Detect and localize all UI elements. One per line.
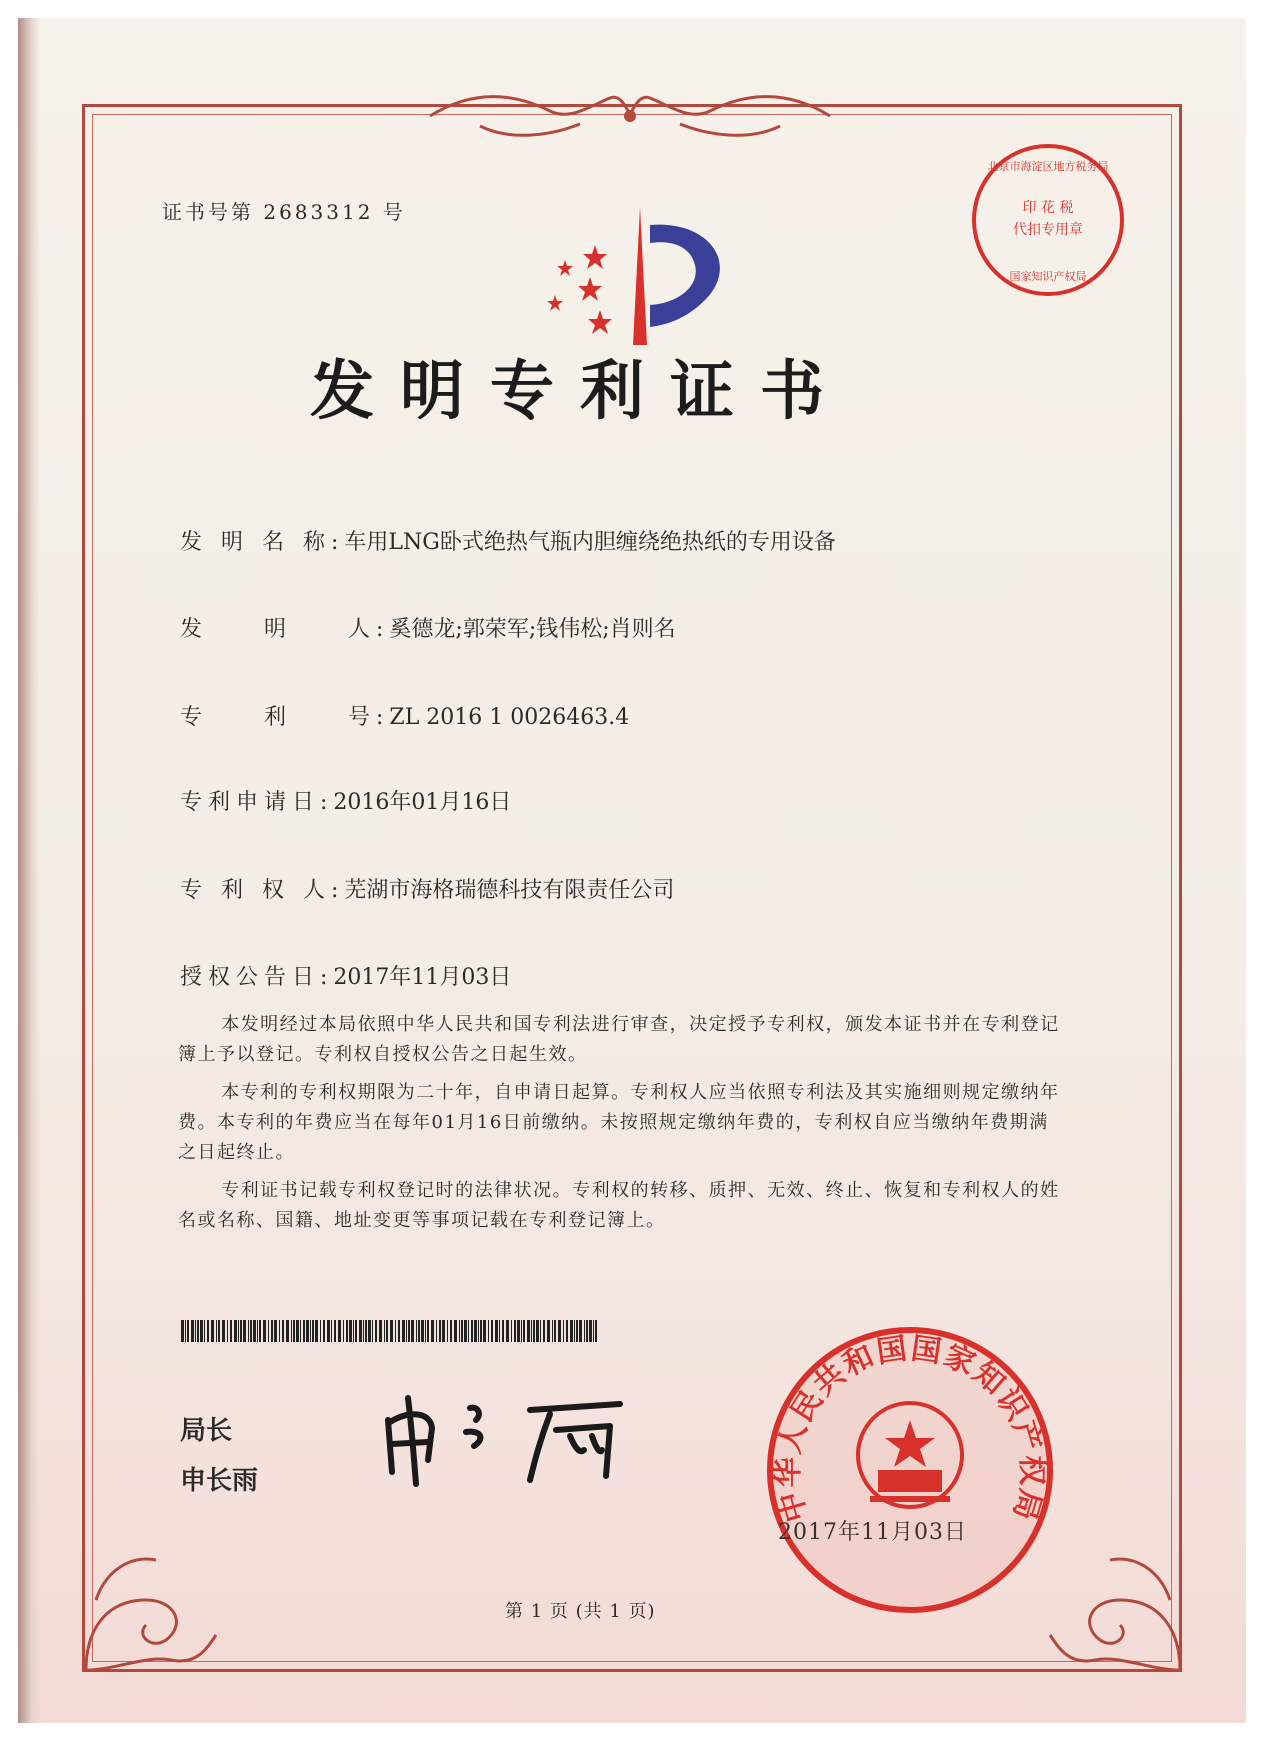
barcode-bar bbox=[554, 1320, 556, 1342]
barcode-bar bbox=[240, 1320, 242, 1342]
barcode-bar bbox=[431, 1320, 434, 1342]
svg-text:国家知识产权局: 国家知识产权局 bbox=[1009, 270, 1087, 283]
field-label: 发 明 名 称: bbox=[180, 530, 345, 555]
certificate-number bbox=[162, 196, 406, 225]
barcode-bar bbox=[540, 1320, 541, 1342]
barcode-bar bbox=[243, 1320, 246, 1342]
barcode-bar bbox=[418, 1320, 420, 1342]
barcode-bar bbox=[563, 1320, 564, 1342]
field-grant-date bbox=[180, 960, 511, 991]
barcode-bar bbox=[310, 1320, 311, 1342]
barcode-bar bbox=[286, 1320, 289, 1342]
barcode-bar bbox=[506, 1320, 509, 1342]
barcode-bar bbox=[375, 1320, 377, 1342]
barcode-bar bbox=[478, 1320, 479, 1342]
barcode-bar bbox=[368, 1320, 371, 1342]
barcode-bar bbox=[425, 1320, 426, 1342]
barcode-bar bbox=[222, 1320, 225, 1342]
barcode-bar bbox=[514, 1320, 516, 1342]
barcode-bar bbox=[547, 1320, 550, 1342]
bottom-right-ornament bbox=[1040, 1540, 1190, 1680]
barcode-bar bbox=[338, 1320, 341, 1342]
barcode-bar bbox=[416, 1320, 417, 1342]
barcode-bar bbox=[187, 1320, 189, 1342]
barcode-bar bbox=[474, 1320, 477, 1342]
barcode-bar bbox=[421, 1320, 424, 1342]
certificate-title: 发明专利证书 bbox=[310, 355, 850, 429]
barcode-bar bbox=[363, 1320, 364, 1342]
barcode-bar bbox=[282, 1320, 284, 1342]
barcode-bar bbox=[523, 1320, 525, 1342]
barcode bbox=[181, 1320, 601, 1342]
barcode-bar bbox=[406, 1320, 407, 1342]
barcode-bar bbox=[464, 1320, 467, 1342]
barcode-bar bbox=[296, 1320, 299, 1342]
certificate-number-label: 证书号第 bbox=[162, 200, 254, 224]
tax-stamp-seal bbox=[968, 140, 1128, 300]
barcode-bar bbox=[488, 1320, 489, 1342]
barcode-bar bbox=[570, 1320, 573, 1342]
barcode-bar bbox=[566, 1320, 568, 1342]
barcode-bar bbox=[411, 1320, 414, 1342]
barcode-bar bbox=[480, 1320, 482, 1342]
barcode-bar bbox=[303, 1320, 305, 1342]
barcode-bar bbox=[527, 1320, 530, 1342]
barcode-bar bbox=[343, 1320, 344, 1342]
barcode-bar bbox=[533, 1320, 535, 1342]
barcode-bar bbox=[461, 1320, 463, 1342]
barcode-bar bbox=[346, 1320, 348, 1342]
barcode-bar bbox=[395, 1320, 396, 1342]
barcode-bar bbox=[589, 1320, 592, 1342]
barcode-bar bbox=[253, 1320, 256, 1342]
barcode-bar bbox=[250, 1320, 252, 1342]
bottom-left-ornament bbox=[76, 1540, 226, 1680]
barcode-bar bbox=[593, 1320, 594, 1342]
certificate-number-suffix: 号 bbox=[382, 200, 406, 224]
field-value: 芜湖市海格瑞德科技有限责任公司 bbox=[344, 878, 675, 903]
barcode-bar bbox=[386, 1320, 388, 1342]
director-name: 申长雨 bbox=[180, 1466, 259, 1496]
barcode-bar bbox=[204, 1320, 205, 1342]
body-paragraph: 本专利的专利权期限为二十年，自申请日起算。专利权人应当依照专利法及其实施细则规定缴纳年费。本专利的年费应当在每年01月16日前缴纳。未按照规定缴纳年费的，专利权自应当缴纳年费期满之日起终止。 bbox=[178, 1082, 1060, 1163]
svg-text:北京市海淀区地方税务局: 北京市海淀区地方税务局 bbox=[987, 160, 1109, 173]
barcode-bar bbox=[439, 1320, 441, 1342]
barcode-bar bbox=[320, 1320, 321, 1342]
certificate-number-value: 2683312 bbox=[263, 200, 374, 224]
barcode-bar bbox=[558, 1320, 561, 1342]
barcode-bar bbox=[517, 1320, 520, 1342]
barcode-bar bbox=[353, 1320, 354, 1342]
barcode-bar bbox=[491, 1320, 493, 1342]
barcode-bar bbox=[511, 1320, 512, 1342]
barcode-bar bbox=[454, 1320, 457, 1342]
field-value: 2017年11月03日 bbox=[333, 965, 512, 990]
barcode-bar bbox=[468, 1320, 469, 1342]
barcode-bar bbox=[502, 1320, 504, 1342]
barcode-bar bbox=[334, 1320, 336, 1342]
field-patentee bbox=[180, 873, 674, 904]
barcode-bar bbox=[248, 1320, 249, 1342]
barcode-bar bbox=[230, 1320, 232, 1342]
field-label: 专利申请日: bbox=[180, 790, 334, 815]
barcode-bar bbox=[359, 1320, 362, 1342]
body-paragraph: 专利证书记载专利权登记时的法律状况。专利权的转移、质押、无效、终止、恢复和专利权人的姓名或名称、国籍、地址变更等事项记载在专利登记簿上。 bbox=[178, 1180, 1060, 1231]
barcode-bar bbox=[279, 1320, 280, 1342]
barcode-bar bbox=[181, 1320, 184, 1342]
barcode-bar bbox=[536, 1320, 539, 1342]
barcode-bar bbox=[257, 1320, 258, 1342]
field-invention-name bbox=[180, 525, 836, 556]
barcode-bar bbox=[584, 1320, 585, 1342]
page-binding-shadow bbox=[18, 18, 40, 1723]
barcode-bar bbox=[459, 1320, 460, 1342]
field-value: 2016年01月16日 bbox=[333, 790, 512, 815]
barcode-bar bbox=[595, 1320, 597, 1342]
barcode-bar bbox=[238, 1320, 239, 1342]
director-title: 局长 bbox=[180, 1416, 233, 1446]
barcode-bar bbox=[195, 1320, 196, 1342]
barcode-bar bbox=[211, 1320, 214, 1342]
barcode-bar bbox=[483, 1320, 486, 1342]
field-patent-number bbox=[180, 700, 629, 731]
barcode-bar bbox=[586, 1320, 588, 1342]
barcode-bar bbox=[521, 1320, 522, 1342]
barcode-bar bbox=[218, 1320, 220, 1342]
barcode-bar bbox=[259, 1320, 261, 1342]
seal-date: 2017年11月03日 bbox=[778, 1520, 967, 1545]
barcode-bar bbox=[427, 1320, 429, 1342]
barcode-bar bbox=[349, 1320, 352, 1342]
field-label: 发 明 人: bbox=[180, 617, 390, 642]
barcode-bar bbox=[216, 1320, 217, 1342]
barcode-bar bbox=[291, 1320, 292, 1342]
barcode-bar bbox=[408, 1320, 410, 1342]
top-ornament bbox=[420, 86, 840, 146]
barcode-bar bbox=[300, 1320, 301, 1342]
barcode-bar bbox=[495, 1320, 498, 1342]
barcode-bar bbox=[442, 1320, 445, 1342]
barcode-bar bbox=[574, 1320, 575, 1342]
barcode-bar bbox=[200, 1320, 203, 1342]
field-value: ZL 2016 1 0026463.4 bbox=[389, 705, 630, 730]
barcode-bar bbox=[471, 1320, 473, 1342]
patent-office-seal bbox=[760, 1320, 1060, 1620]
barcode-bar bbox=[315, 1320, 318, 1342]
svg-text:代扣专用章: 代扣专用章 bbox=[1013, 222, 1083, 238]
barcode-bar bbox=[579, 1320, 582, 1342]
barcode-bar bbox=[293, 1320, 295, 1342]
barcode-bar bbox=[398, 1320, 400, 1342]
barcode-bar bbox=[531, 1320, 532, 1342]
certificate-body bbox=[178, 1010, 1068, 1244]
barcode-bar bbox=[402, 1320, 405, 1342]
barcode-bar bbox=[191, 1320, 194, 1342]
barcode-bar bbox=[227, 1320, 228, 1342]
director-signature bbox=[370, 1380, 640, 1490]
field-value: 车用LNG卧式绝热气瓶内胆缠绕绝热纸的专用设备 bbox=[344, 530, 836, 555]
barcode-bar bbox=[306, 1320, 309, 1342]
field-label: 授权公告日: bbox=[180, 965, 334, 990]
barcode-bar bbox=[543, 1320, 545, 1342]
patent-office-logo bbox=[535, 205, 735, 355]
field-label: 专 利 权 人: bbox=[180, 878, 345, 903]
barcode-bar bbox=[384, 1320, 385, 1342]
field-application-date bbox=[180, 785, 511, 816]
field-value: 奚德龙;郭荣军;钱伟松;肖则名 bbox=[389, 617, 676, 642]
barcode-bar bbox=[390, 1320, 393, 1342]
field-label: 专 利 号: bbox=[180, 705, 390, 730]
svg-text:印 花 税: 印 花 税 bbox=[1022, 200, 1074, 216]
svg-text:中华人民共和国国家知识产权局: 中华人民共和国国家知识产权局 bbox=[770, 1331, 1050, 1526]
barcode-bar bbox=[331, 1320, 332, 1342]
barcode-bar bbox=[379, 1320, 382, 1342]
field-inventors bbox=[180, 612, 676, 643]
barcode-bar bbox=[576, 1320, 578, 1342]
barcode-bar bbox=[197, 1320, 199, 1342]
barcode-bar bbox=[552, 1320, 553, 1342]
barcode-bar bbox=[263, 1320, 266, 1342]
barcode-bar bbox=[436, 1320, 437, 1342]
body-paragraph: 本发明经过本局依照中华人民共和国专利法进行审查，决定授予专利权，颁发本证书并在专利登记簿上予以登记。专利权自授权公告之日起生效。 bbox=[178, 1014, 1060, 1065]
barcode-bar bbox=[185, 1320, 186, 1342]
barcode-bar bbox=[312, 1320, 314, 1342]
barcode-bar bbox=[274, 1320, 277, 1342]
barcode-bar bbox=[450, 1320, 452, 1342]
barcode-bar bbox=[234, 1320, 237, 1342]
barcode-bar bbox=[327, 1320, 330, 1342]
barcode-bar bbox=[365, 1320, 367, 1342]
barcode-bar bbox=[447, 1320, 448, 1342]
barcode-bar bbox=[372, 1320, 373, 1342]
page-number: 第 1 页 (共 1 页) bbox=[505, 1601, 656, 1622]
barcode-bar bbox=[323, 1320, 325, 1342]
barcode-bar bbox=[499, 1320, 500, 1342]
barcode-bar bbox=[355, 1320, 357, 1342]
barcode-bar bbox=[268, 1320, 269, 1342]
barcode-bar bbox=[271, 1320, 273, 1342]
barcode-bar bbox=[207, 1320, 209, 1342]
